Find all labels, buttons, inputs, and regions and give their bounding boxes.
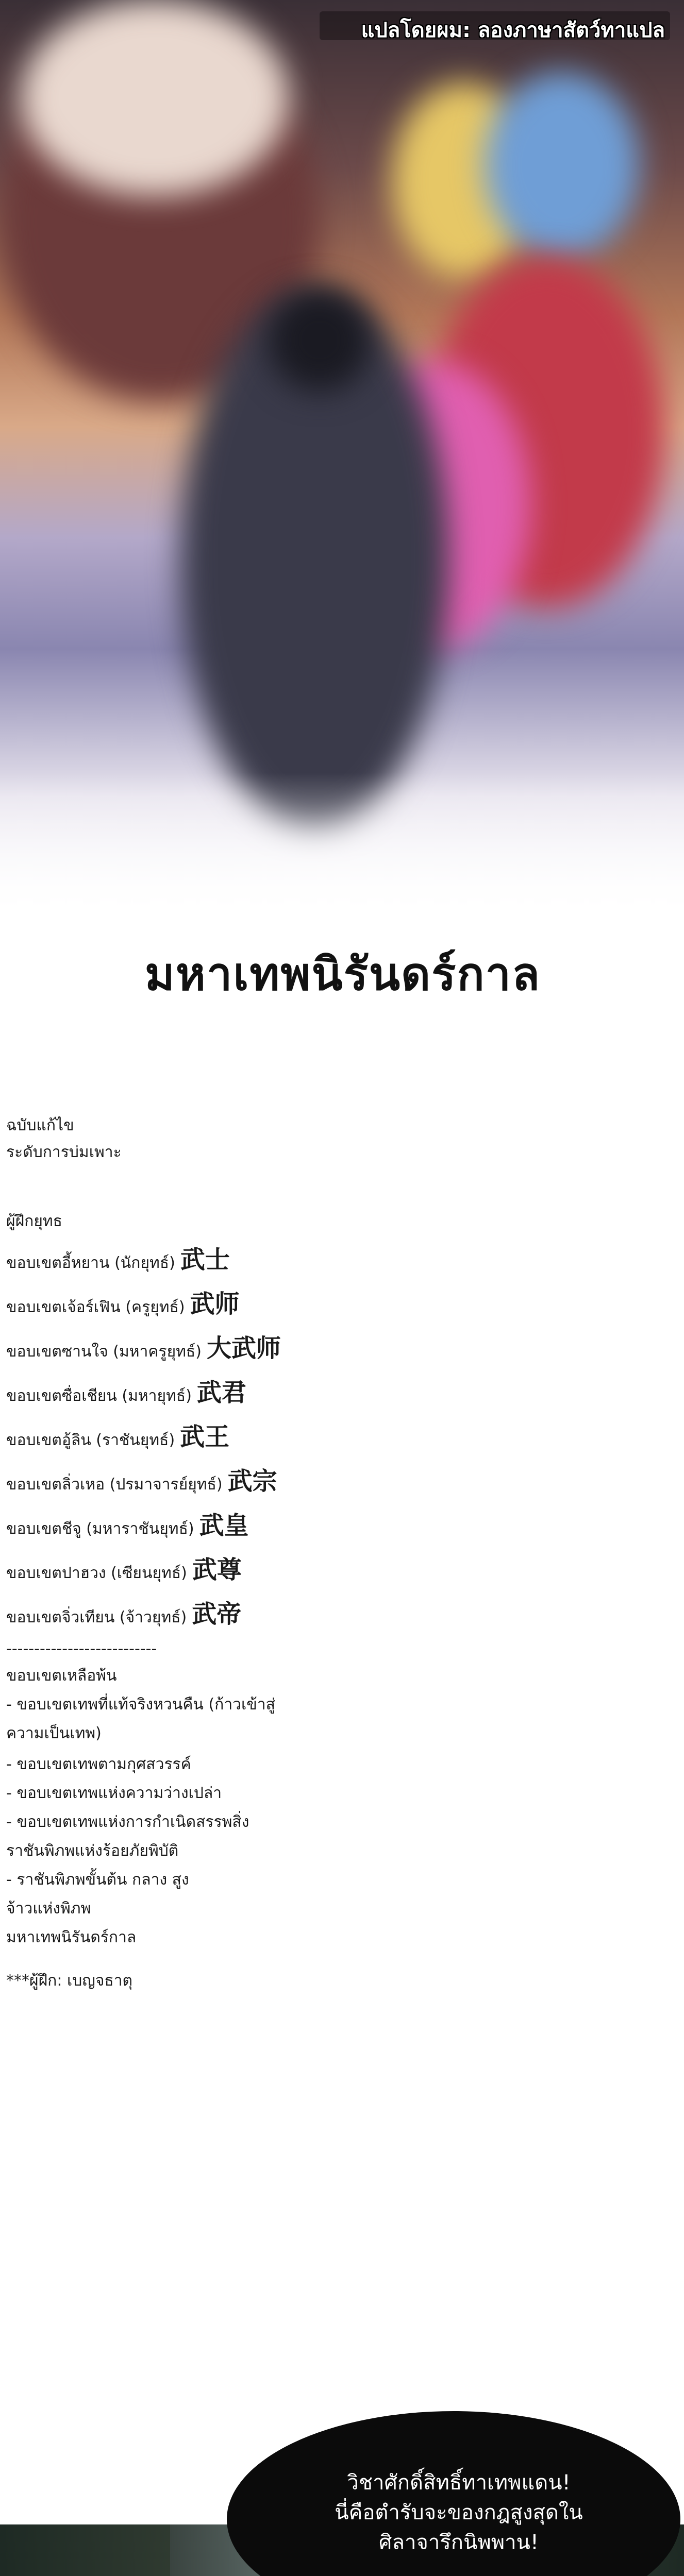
note-line: ฉบับแก้ไข (6, 1116, 74, 1134)
note-line: ขอบเขตอู้ลิน (ราชันยุทธ์) 武王 (6, 1422, 230, 1451)
note-line: ขอบเขตปาฮวง (เซียนยุทธ์) 武尊 (6, 1555, 242, 1584)
note-line: ความเป็นเทพ) (6, 1724, 102, 1742)
note-line: - ขอบเขตเทพแห่งความว่างเปล่า (6, 1784, 222, 1802)
note-line (6, 1161, 11, 1190)
note-line (6, 1937, 11, 1966)
left-wall (0, 2524, 170, 2576)
blue-hair-figure (485, 72, 639, 258)
note-line: ราชันพิภพแห่งร้อยภัยพิบัติ (6, 1842, 179, 1860)
cover-illustration (0, 0, 684, 927)
note-line: ขอบเขตซื่อเชียน (มหายุทธ์) 武君 (6, 1378, 246, 1407)
note-line: ขอบเขตจิ่วเทียน (จ้าวยุทธ์) 武帝 (6, 1600, 242, 1629)
note-line: - ขอบเขตเทพที่แท้จริงหวนคืน (ก้าวเข้าสู่ (6, 1696, 275, 1714)
translator-notes (0, 1108, 684, 2427)
note-line: ขอบเขตซานใจ (มหาครูยุทธ์) 大武师 (6, 1334, 281, 1363)
note-line: ขอบเขตเหลือพ้น (6, 1667, 117, 1685)
speech-line: นี่คือตำรับจะของกฎสูงสุดใน (335, 2501, 583, 2524)
note-line: ระดับการบ่มเพาะ (6, 1143, 122, 1161)
note-line: ขอบเขตเจ้อร์เฟิน (ครูยุทธ์) 武师 (6, 1290, 240, 1318)
translator-credit: แปลโดยผม: ลองภาษาสัตว์ทาแปล (361, 19, 665, 42)
speech-line: ศิลาจารึกนิพพาน! (379, 2531, 539, 2554)
series-title: มหาเทพนิรันดร์กาล (144, 947, 541, 1001)
note-line: - ราชันพิภพขั้นต้น กลาง สูง (6, 1871, 189, 1889)
cover-fade (0, 773, 684, 927)
manga-panel (0, 2411, 684, 2576)
note-line: --------------------------- (6, 1640, 157, 1658)
note-line: ขอบเขตลิ่วเหอ (ปรมาจารย์ยุทธ์) 武宗 (6, 1467, 277, 1496)
note-line: ขอบเขตชีจู (มหาราชันยุทธ์) 武皇 (6, 1511, 249, 1540)
note-line: จ้าวแห่งพิภพ (6, 1900, 91, 1918)
note-line: ผู้ฝึกยุทธ (6, 1212, 62, 1230)
speech-line: วิชาศักดิ์สิทธิ์ทาเทพแดน! (347, 2471, 571, 2495)
note-line: - ขอบเขตเทพแห่งการกำเนิดสรรพสิ่ง (6, 1813, 249, 1831)
note-line: ***ผู้ฝึก: เบญจธาตุ (6, 1972, 133, 1990)
note-line: - ขอบเขตเทพตามกุศสวรรค์ (6, 1755, 191, 1773)
note-line: มหาเทพนิรันดร์กาล (6, 1928, 137, 1946)
silver-hair (21, 0, 289, 196)
note-line: ขอบเขตอี้หยาน (นักยุทธ์) 武士 (6, 1245, 230, 1274)
hero-hair (268, 289, 371, 392)
